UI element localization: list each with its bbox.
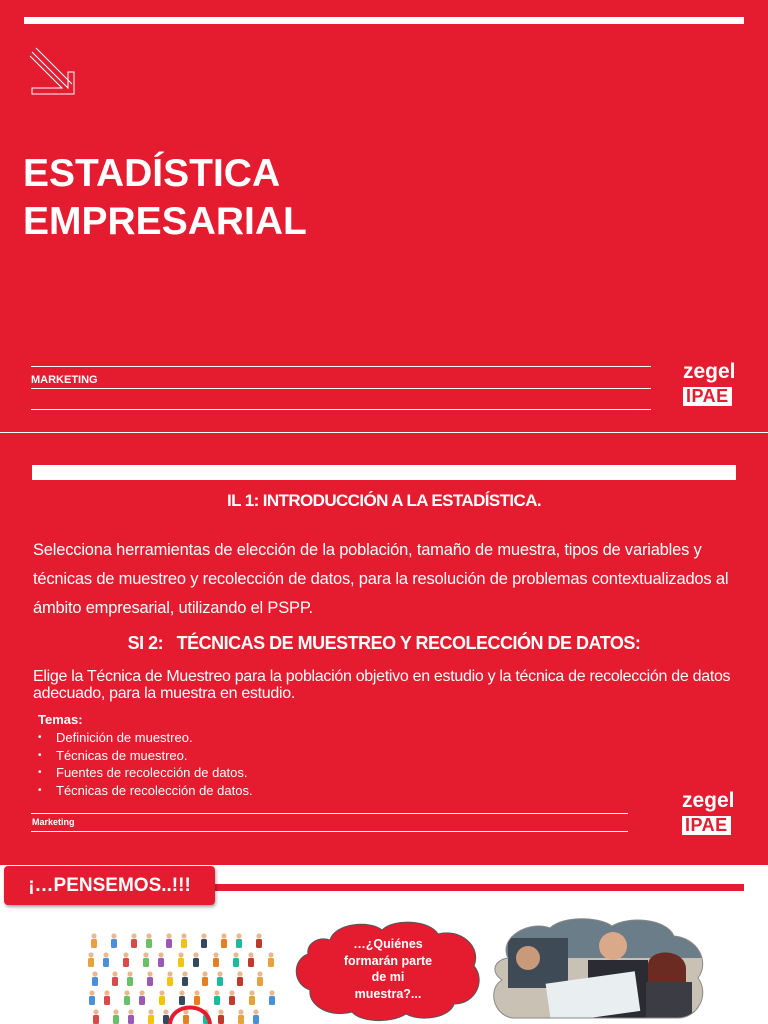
person-figure [88,952,94,967]
person-figure [128,1009,134,1024]
thought-bubble-text [318,936,458,1002]
person-figure [147,971,153,986]
person-figure [178,952,184,967]
footer-label: MARKETING [31,374,98,386]
divider [31,831,628,832]
person-figure [89,990,95,1005]
person-figure [92,971,98,986]
course-title-line2: EMPRESARIAL [23,200,307,243]
people-photo-cloud [488,918,710,1024]
paragraph-session-indicator: Elige la Técnica de Muestreo para la población objetivo en estudio y la técnica de recolección de datos adecuado, para la muestra en estudio. [33,668,731,702]
person-figure [249,990,255,1005]
person-figure [181,933,187,948]
person-figure [123,952,129,967]
person-figure [257,971,263,986]
course-title [23,150,643,246]
person-figure [146,933,152,948]
person-figure [158,952,164,967]
top-white-bar [32,465,736,480]
topic-item: • Técnicas de recolección de datos. [38,782,253,800]
person-figure [229,990,235,1005]
arrow-down-right-icon [28,46,80,100]
person-figure [236,933,242,948]
person-figure [238,1009,244,1024]
topic-item: • Técnicas de muestreo. [38,747,253,765]
person-figure [91,933,97,948]
top-white-bar [24,17,744,24]
person-figure [201,933,207,948]
person-figure [103,952,109,967]
person-figure [237,971,243,986]
person-figure [256,933,262,948]
person-figure [214,990,220,1005]
person-figure [194,990,200,1005]
person-figure [111,933,117,948]
person-figure [104,990,110,1005]
heading-session-indicator: SI 2: TÉCNICAS DE MUESTREO Y RECOLECCIÓN DE DATOS: [127,633,641,653]
person-figure [183,1009,189,1024]
person-figure [269,990,275,1005]
person-figure [124,990,130,1005]
topic-item: • Definición de muestreo. [38,729,253,747]
person-figure [139,990,145,1005]
logo-zegel-text: zegel [682,789,735,812]
person-figure [143,952,149,967]
logo-ipae-text: IPAE [682,816,731,835]
person-figure [218,1009,224,1024]
topics-title: Temas: [38,712,83,727]
topics-list [38,729,253,799]
paragraph-learning-indicator: Selecciona herramientas de elección de la población, tamaño de muestra, tipos de variables y técnicas de muestreo y recolección de datos, para la resolución de problemas contextualizados al ámbito empresarial, utilizando el PSPP. [33,541,729,617]
topic-item: • Fuentes de recolección de datos. [38,764,253,782]
red-header-bar [210,884,744,891]
bubble-line: formarán parte [343,953,433,968]
person-figure [202,971,208,986]
crowd-illustration [80,924,280,1024]
divider [31,409,651,410]
person-figure [193,952,199,967]
title-slide [0,0,768,432]
zegel-ipae-logo [682,789,735,836]
person-figure [113,1009,119,1024]
course-title-line1: ESTADÍSTICA [23,152,281,195]
person-figure [179,990,185,1005]
person-figure [167,971,173,986]
person-figure [213,952,219,967]
think-slide [0,866,768,1024]
logo-ipae-text: IPAE [683,387,732,406]
bubble-line: muestra?... [354,986,422,1001]
person-figure [127,971,133,986]
footer-label: Marketing [32,817,75,827]
person-figure [112,971,118,986]
divider [31,366,651,367]
person-figure [93,1009,99,1024]
person-figure [248,952,254,967]
person-figure [131,933,137,948]
person-figure [221,933,227,948]
objectives-slide [0,433,768,865]
person-figure [166,933,172,948]
zegel-ipae-logo [683,360,736,407]
heading-learning-indicator: IL 1: INTRODUCCIÓN A LA ESTADÍSTICA. [227,491,541,510]
person-figure [163,1009,169,1024]
pensemos-badge: ¡…PENSEMOS..!!! [4,866,215,905]
person-figure [159,990,165,1005]
person-figure [268,952,274,967]
person-figure [217,971,223,986]
person-figure [182,971,188,986]
person-figure [253,1009,259,1024]
logo-zegel-text: zegel [683,360,736,383]
person-figure [233,952,239,967]
bubble-line: …¿Quiénes [353,937,423,951]
bubble-line: de mi [371,970,405,984]
divider [31,813,628,814]
person-figure [148,1009,154,1024]
divider [31,388,651,389]
